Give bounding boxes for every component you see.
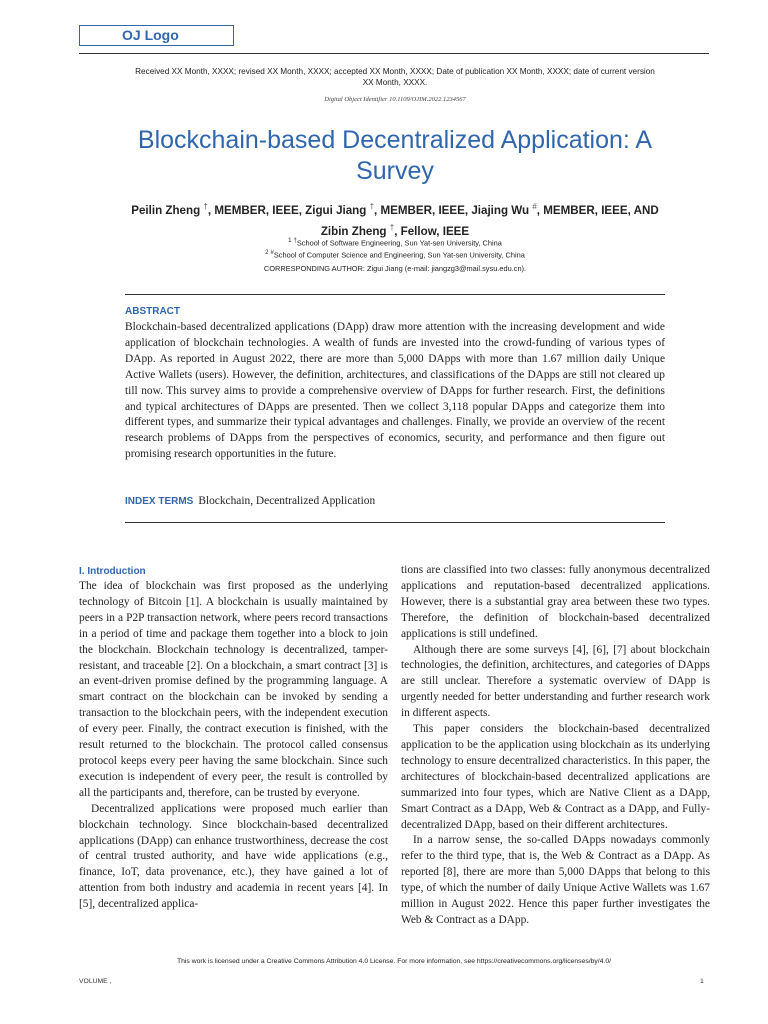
abstract-bottom-rule bbox=[125, 522, 665, 523]
index-terms-text: Blockchain, Decentralized Application bbox=[198, 495, 376, 507]
paragraph: Although there are some surveys [4], [6], [7] about blockchain technologies, the definition, architectures, and categories of DApps are still unclear. Therefore a systematic overview of DApp is urgently needed for better understanding and further research work in different aspects. bbox=[401, 643, 710, 720]
author-suffix: , MEMBER, IEEE, bbox=[207, 203, 306, 217]
affil-mark: # bbox=[270, 250, 274, 257]
affil-text: School of Computer Science and Engineering, Sun Yat-sen University, China bbox=[273, 250, 525, 260]
author-suffix: , MEMBER, IEEE, AND bbox=[536, 203, 659, 217]
paragraph: The idea of blockchain was first proposed as the underlying technology of Bitcoin [1]. A blockchain is usually maintained by peers in a P2P transaction network, where peers record transactions in a period of time and package them together into a block to join the blockchain. Blockchain technology is decentralized, tamper-resistant, and traceable [2]. On a blockchain, a smart contract [3] is an event-driven promise defined by the programming language. A smart contract on the blockchain can be invoked by sending a transaction to the blockchain peers, with the independent execution of every peer. Finally, the contract execution is finished, with the result returned to the blockchain. The protocol called consensus protocol keeps every peer having the same blockchain. Since such execution is independent of every peer, the result is controlled by all the participants and, therefore, can be trusted by everyone. bbox=[79, 580, 388, 799]
paper-title: Blockchain-based Decentralized Application: A Survey bbox=[137, 126, 653, 185]
body-column-left bbox=[79, 579, 388, 913]
author-mark: # bbox=[532, 202, 537, 211]
paragraph: Decentralized applications were proposed much earlier than blockchain technology. Since blockchain-based decentralized applications (DApp) can enhance trustworthiness, decrease the cost of central trusted authority, and have wide applications (e.g., finance, IoT, data provenance, etc.), they have gained a lot of attention from both industry and academia in recent years [4]. In [5], decentralized applica- bbox=[79, 802, 388, 911]
affil-mark: † bbox=[293, 238, 297, 244]
affil-text: School of Software Engineering, Sun Yat-sen University, China bbox=[296, 238, 502, 248]
index-terms bbox=[125, 495, 665, 507]
author-mark: † bbox=[389, 222, 395, 232]
author-mark: † bbox=[203, 202, 208, 211]
author-suffix: , Fellow, IEEE bbox=[394, 224, 470, 238]
affiliation-line bbox=[150, 248, 640, 260]
author-suffix: , MEMBER, IEEE, bbox=[374, 203, 472, 217]
author-name: Peilin Zheng bbox=[131, 203, 201, 217]
body-column-right bbox=[401, 563, 710, 929]
index-terms-label: INDEX TERMS bbox=[125, 496, 194, 507]
affil-num: 1 bbox=[288, 238, 292, 244]
license-notice: This work is licensed under a Creative Commons Attribution 4.0 License. For more information, see https://creativecommons.org/licenses/by/4.0/ bbox=[176, 958, 612, 965]
affiliation-line bbox=[150, 236, 640, 248]
paragraph: This paper considers the blockchain-based decentralized application to be the application using blockchain as its underlying technology to ensure decentralized characteristics. In this paper, the architectures of blockchain-based decentralized applications are summarized into four types, which are Native Client as a DApp, Smart Contract as a DApp, Web & Contract as a DApp, and Fully-decentralized DApp, based on their different architectures. bbox=[401, 723, 710, 831]
author-mark: † bbox=[369, 202, 375, 211]
abstract-top-rule bbox=[125, 294, 665, 295]
author-name: Zigui Jiang bbox=[305, 203, 367, 217]
author-list bbox=[120, 198, 670, 240]
section-heading: I. Introduction bbox=[79, 566, 146, 577]
author-name: Zibin Zheng bbox=[320, 224, 387, 238]
publication-dates: Received XX Month, XXXX; revised XX Month, XXXX; accepted XX Month, XXXX; Date of publication XX Month, XXXX; date of current version XX Month, XXXX. bbox=[135, 67, 655, 87]
paragraph: In a narrow sense, the so-called DApps nowadays commonly refer to the third type, that is, the Web & Contract as a DApp. As reported [8], there are more than 5,000 DApps that belong to this type, of which the number of daily Unique Active Wallets was 1.67 million in August 2022. Hence this paper further investigates the Web & Contract as a DApp. bbox=[401, 834, 710, 926]
journal-logo: OJ Logo bbox=[79, 25, 234, 46]
abstract-text: Blockchain-based decentralized applications (DApp) draw more attention with the increasing development and wide application of blockchain technologies. A wealth of funds are invested into the crowd-funding of various types of DApp. As reported in August 2022, there are more than 5,000 DApps with more than 1.67 million daily Unique Active Wallets (users). However, the definition, architectures, and classifications of the DApps are still not cleared up till now. This survey aims to provide a comprehensive overview of DApps for further research. First, the definitions and typical architectures of DApps are presented. Then we collect 3,118 popular DApps and categorize them into different types, and summarize their typical advantages and challenges. Finally, we provide an overview of the recent research problems of DApps from the perspectives of economics, security, and performance and then figure out promising research opportunities in the future. bbox=[125, 321, 665, 461]
page-number: 1 bbox=[700, 978, 704, 985]
affiliations bbox=[150, 236, 640, 261]
affil-num: 2 bbox=[265, 250, 269, 257]
volume-label: VOLUME , bbox=[79, 978, 112, 985]
abstract-heading: ABSTRACT bbox=[125, 306, 180, 317]
paragraph: tions are classified into two classes: fully anonymous decentralized applications and reputation-based decentralized applications. However, there is a substantial gray area between these two types. Therefore, the definition of blockchain-based decentralized applications is still undefined. bbox=[401, 564, 710, 640]
header-divider bbox=[79, 53, 709, 54]
doi: Digital Object Identifier 10.1109/OJIM.2022.1234567 bbox=[324, 96, 466, 103]
author-name: Jiajing Wu bbox=[471, 203, 530, 217]
corresponding-author: CORRESPONDING AUTHOR: Zigui Jiang (e-mail: jiangzg3@mail.sysu.edu.cn). bbox=[263, 264, 527, 273]
